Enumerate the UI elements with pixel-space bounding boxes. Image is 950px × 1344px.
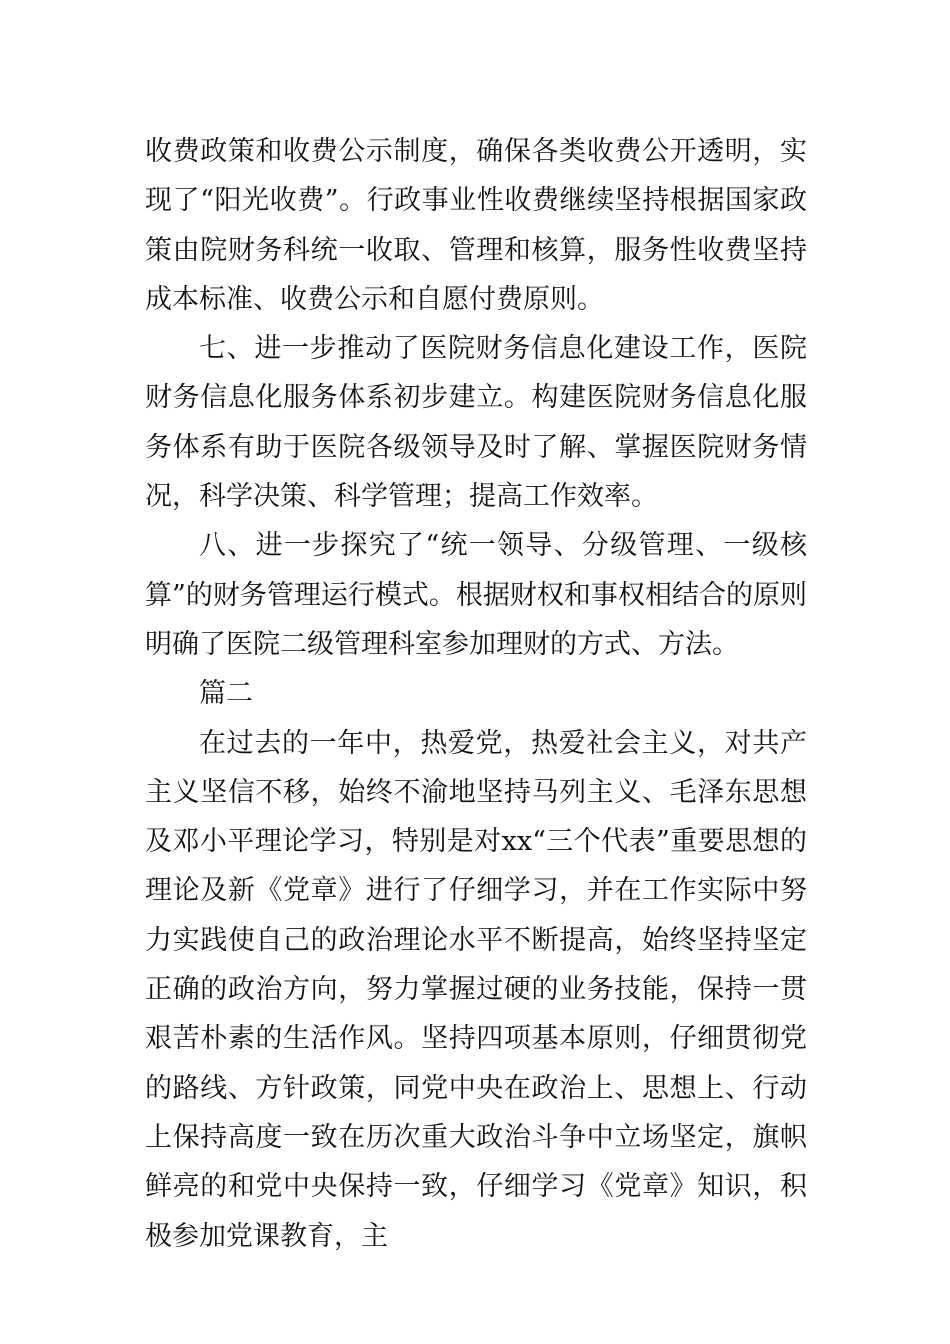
paragraph-item-seven: 七、进一步推动了医院财务信息化建设工作，医院财务信息化服务体系初步建立。构建医院财务信息化服务体系有助于医院各级领导及时了解、掌握医院财务情况，科学决策、科学管理；提高工作效率。 — [145, 333, 807, 513]
paragraph-past-year: 在过去的一年中，热爱党，热爱社会主义，对共产主义坚信不移，始终不渝地坚持马列主义、毛泽东思想及邓小平理论学习，特别是对xx“三个代表”重要思想的理论及新《党章》进行了仔细学习，并在工作实际中努力实践使自己的政治理论水平不断提高，始终坚持坚定正确的政治方向，努力掌握过硬的业务技能，保持一贯艰苦朴素的生活作风。坚持四项基本原则，仔细贯彻党的路线、方针政策，同党中央在政治上、思想上、行动上保持高度一致在历次重大政治斗争中立场坚定，旗帜鲜亮的和党中央保持一致，仔细学习《党章》知识，积极参加党课教育，主 — [145, 727, 807, 1252]
section-heading-part-two: 篇二 — [199, 678, 253, 710]
document-body — [145, 127, 807, 1261]
paragraph-fee-policy: 收费政策和收费公示制度，确保各类收费公开透明，实现了“阳光收费”。行政事业性收费继续坚持根据国家政策由院财务科统一收取、管理和核算，服务性收费坚持成本标准、收费公示和自愿付费原则。 — [145, 136, 807, 315]
paragraph-item-eight: 八、进一步探究了“统一领导、分级管理、一级核算”的财务管理运行模式。根据财权和事权相结合的原则明确了医院二级管理科室参加理财的方式、方法。 — [145, 530, 807, 660]
